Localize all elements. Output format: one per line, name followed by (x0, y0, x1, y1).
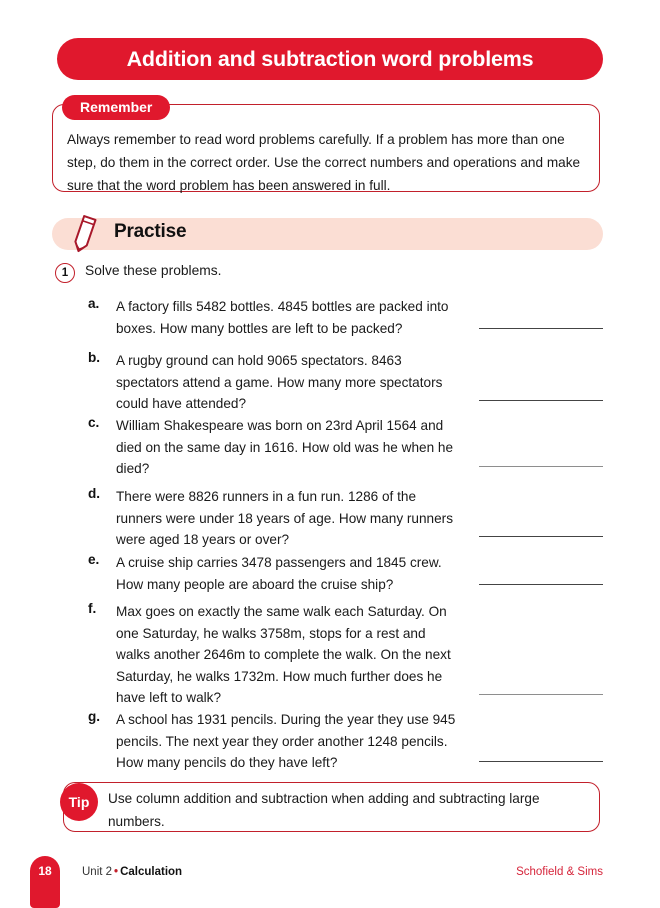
tip-badge: Tip (60, 783, 98, 821)
footer-section-label: Calculation (120, 866, 183, 878)
pencil-icon (62, 211, 106, 259)
item-text: There were 8826 runners in a fun run. 1286 of the runners were under 18 years of age. How many runners were aged 18 years or over? (116, 489, 453, 547)
page-number: 18 (38, 864, 52, 878)
answer-line[interactable] (479, 694, 603, 695)
item-label: f. (88, 601, 97, 616)
item-text: Max goes on exactly the same walk each Saturday. On one Saturday, he walks 3758m, stops for a rest and walks another 2646m to complete the walk. On the next Saturday, he walks 1732m. How much further does he have left to walk? (116, 604, 451, 705)
answer-line[interactable] (479, 584, 603, 585)
footer-unit-label: Unit 2 (82, 866, 113, 878)
item-text: William Shakespeare was born on 23rd April 1564 and died on the same day in 1616. How old was he when he died? (116, 418, 454, 476)
item-label: g. (88, 709, 101, 724)
answer-line[interactable] (479, 328, 603, 329)
item-label: b. (88, 350, 101, 365)
tip-text: Use column addition and subtraction when adding and subtracting large numbers. (108, 791, 540, 829)
footer-brand: Schofield & Sims (516, 866, 603, 878)
item-label: c. (88, 415, 100, 430)
remember-text: Always remember to read word problems carefully. If a problem has more than one step, do them in the correct order. Use the correct numbers and operations and make sure that the word problem has been answered in full. (67, 132, 581, 193)
item-label: a. (88, 296, 100, 311)
item-text: A cruise ship carries 3478 passengers and 1845 crew. How many people are aboard the cruise ship? (116, 555, 442, 592)
remember-label: Remember (62, 95, 170, 120)
answer-line[interactable] (479, 536, 603, 537)
footer-separator: • (114, 866, 119, 878)
item-label: e. (88, 552, 100, 567)
answer-line[interactable] (479, 466, 603, 467)
page-title-banner (57, 38, 603, 80)
question-number: 1 (55, 263, 75, 283)
practise-label: Practise (114, 221, 187, 242)
footer-unit (82, 866, 182, 878)
question-stem: Solve these problems. (85, 263, 222, 278)
item-text: A rugby ground can hold 9065 spectators. 8463 spectators attend a game. How many more spectators could have attended? (116, 353, 443, 411)
item-label: d. (88, 486, 101, 501)
answer-line[interactable] (479, 400, 603, 401)
item-text: A school has 1931 pencils. During the year they use 945 pencils. The next year they order another 1248 pencils. How many pencils do they have left? (116, 712, 456, 770)
answer-line[interactable] (479, 761, 603, 762)
item-text: A factory fills 5482 bottles. 4845 bottles are packed into boxes. How many bottles are left to be packed? (116, 299, 449, 336)
page-title: Addition and subtraction word problems (126, 46, 534, 71)
